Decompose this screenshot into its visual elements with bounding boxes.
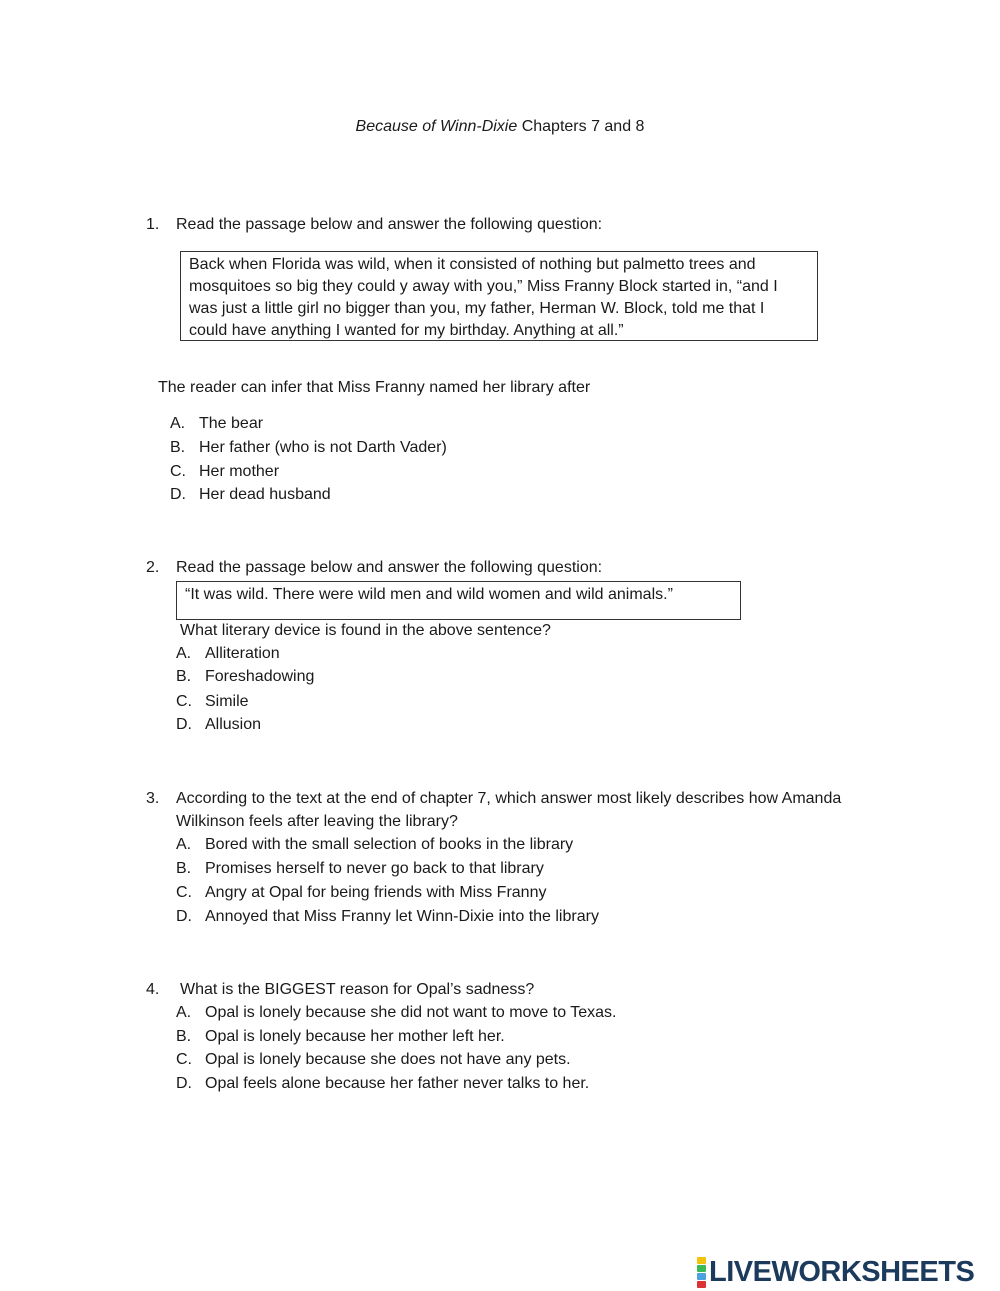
chapter-label: Chapters 7 and 8 <box>517 118 645 135</box>
option-text: Annoyed that Miss Franny let Winn-Dixie into the library <box>205 908 599 925</box>
option-letter: D. <box>170 486 186 503</box>
option-text: Angry at Opal for being friends with Miss Franny <box>205 884 547 901</box>
question-2-question: What literary device is found in the above sentence? <box>180 622 551 639</box>
option-letter: D. <box>176 716 192 733</box>
question-3-number: 3. <box>146 790 160 807</box>
question-2-option-d[interactable] <box>176 716 261 734</box>
option-letter: B. <box>176 860 192 877</box>
option-text: Her dead husband <box>199 486 331 503</box>
passage-line: could have anything I wanted for my birthday. Anything at all.” <box>189 322 624 339</box>
question-4-option-d[interactable] <box>176 1075 589 1093</box>
question-3-prompt-line: Wilkinson feels after leaving the library? <box>176 813 458 830</box>
question-2-option-a[interactable] <box>176 645 280 663</box>
option-letter: D. <box>176 1075 192 1092</box>
option-text: Opal is lonely because she did not want to move to Texas. <box>205 1004 617 1021</box>
option-text: Opal is lonely because she does not have any pets. <box>205 1051 571 1068</box>
question-1-question: The reader can infer that Miss Franny named her library after <box>158 379 591 396</box>
option-letter: C. <box>170 463 186 480</box>
option-letter: C. <box>176 1051 192 1068</box>
passage-line: was just a little girl no bigger than you, my father, Herman W. Block, told me that I <box>189 300 765 317</box>
question-3-option-b[interactable] <box>176 860 544 878</box>
option-letter: C. <box>176 884 192 901</box>
option-text: Opal is lonely because her mother left her. <box>205 1028 505 1045</box>
logo-mark-block <box>697 1265 706 1272</box>
option-text: Foreshadowing <box>205 668 315 685</box>
question-2-option-c[interactable] <box>176 693 249 711</box>
question-1-prompt: Read the passage below and answer the following question: <box>176 216 603 233</box>
option-letter: A. <box>176 645 192 662</box>
question-3-option-d[interactable] <box>176 908 599 926</box>
option-letter: D. <box>176 908 192 925</box>
page-title <box>0 118 1000 136</box>
question-2-prompt: Read the passage below and answer the following question: <box>176 559 603 576</box>
question-4-option-b[interactable] <box>176 1028 505 1046</box>
logo-mark-block <box>697 1281 706 1288</box>
logo-mark-block <box>697 1257 706 1264</box>
question-4-prompt: What is the BIGGEST reason for Opal’s sadness? <box>180 981 535 998</box>
option-text: Alliteration <box>205 645 280 662</box>
question-1-option-b[interactable] <box>170 439 447 457</box>
question-1-option-a[interactable] <box>170 415 263 433</box>
book-title: Because of Winn-Dixie <box>355 118 518 135</box>
option-letter: A. <box>176 1004 192 1021</box>
option-text: Promises herself to never go back to that library <box>205 860 544 877</box>
option-text: Simile <box>205 693 249 710</box>
question-1-number: 1. <box>146 216 160 233</box>
passage-line: Back when Florida was wild, when it consisted of nothing but palmetto trees and <box>189 256 756 273</box>
question-4-number: 4. <box>146 981 160 998</box>
question-1-passage-box <box>180 251 818 341</box>
question-1-option-c[interactable] <box>170 463 279 481</box>
option-text: Bored with the small selection of books in the library <box>205 836 574 853</box>
option-letter: B. <box>176 1028 192 1045</box>
option-letter: A. <box>170 415 186 432</box>
option-text: Her mother <box>199 463 280 480</box>
liveworksheets-logo[interactable] <box>697 1257 974 1287</box>
option-text: Allusion <box>205 716 262 733</box>
question-2-passage-box <box>176 581 741 620</box>
option-letter: B. <box>170 439 186 456</box>
passage-line: “It was wild. There were wild men and wild women and wild animals.” <box>185 586 673 603</box>
passage-line: mosquitoes so big they could y away with you,” Miss Franny Block started in, “and I <box>189 278 778 295</box>
question-3-prompt-line: According to the text at the end of chapter 7, which answer most likely describes how Amanda <box>176 790 842 807</box>
option-letter: C. <box>176 693 192 710</box>
option-text: The bear <box>199 415 264 432</box>
logo-mark-block <box>697 1273 706 1280</box>
logo-text: LIVEWORKSHEETS <box>709 1255 975 1288</box>
option-text: Her father (who is not Darth Vader) <box>199 439 447 456</box>
question-3-option-c[interactable] <box>176 884 546 902</box>
logo-mark-icon <box>697 1257 706 1288</box>
question-2-number: 2. <box>146 559 160 576</box>
option-text: Opal feels alone because her father never talks to her. <box>205 1075 590 1092</box>
question-1-option-d[interactable] <box>170 486 331 504</box>
question-3-option-a[interactable] <box>176 836 573 854</box>
question-2-option-b[interactable] <box>176 668 314 686</box>
option-letter: A. <box>176 836 192 853</box>
option-letter: B. <box>176 668 192 685</box>
question-4-option-a[interactable] <box>176 1004 617 1022</box>
question-4-option-c[interactable] <box>176 1051 571 1069</box>
